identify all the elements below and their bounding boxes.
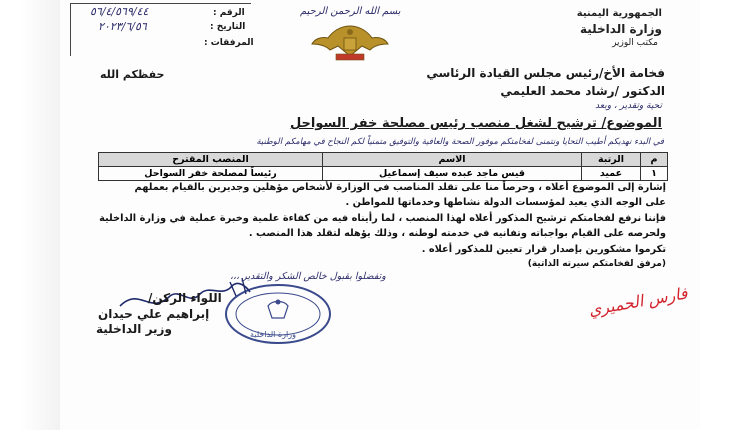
- table-header-index: م: [641, 153, 668, 167]
- signature-title: وزير الداخلية: [96, 322, 172, 336]
- table-cell-rank: عميد: [582, 167, 641, 181]
- greeting: تحية وتقدير ، وبعد: [595, 101, 662, 111]
- body-line-5: تكرموا مشكورين بإصدار قرار تعيين للمذكور أعلاه .: [421, 244, 666, 255]
- ref-number-value: ٥٦/٤/٥٦٩/٤٤: [90, 5, 149, 18]
- addressee-line-1: فخامة الأخ/رئيس مجلس القيادة الرئاسي: [426, 66, 665, 80]
- table-header-position: المنصب المقترح: [99, 153, 323, 167]
- ref-block-border: [70, 3, 251, 56]
- signature-name: إبراهيم علي حيدان: [98, 307, 210, 321]
- body-line-1: إشارة إلى الموضوع أعلاه ، وحرصاً منا على تقلد المناصب في الوزارة لأشخاص مؤهلين وجديرين بالقيام بعملهم: [134, 182, 666, 193]
- signature-rank: اللواء الركن/: [148, 291, 222, 305]
- intro-line: في البدء نهديكم أطيب التحايا ونتمنى لفخامتكم موفور الصحة والعافية والتوفيق متمنياً لكم النجاح في مهامكم الوطنية: [256, 137, 664, 147]
- body-line-6: (مرفق لفخامتكم سيرته الذاتية): [527, 259, 666, 269]
- header-ministry-line-1: الجمهورية اليمنية: [576, 8, 662, 19]
- subject-line: الموضوع/ ترشيح لشغل منصب رئيس مصلحة خفر السواحل: [289, 116, 662, 131]
- page-edge-shadow: [20, 0, 60, 430]
- ref-date-label: التاريخ :: [210, 22, 246, 32]
- body-line-3: فإننا نرفع لفخامتكم ترشيح المذكور أعلاه لهذا المنصب ، لما رأيناه فيه من كفاءة علمية وخبرة عملية في وزارة الداخلية: [99, 213, 666, 224]
- ref-attachments-label: المرفقات :: [204, 38, 254, 48]
- ref-date-value: ٢٠٢٣/٦/٥٦: [98, 20, 147, 33]
- table-cell-position: رئيساً لمصلحة خفر السواحل: [99, 167, 323, 181]
- table-cell-name: قيس ماجد عبده سيف إسماعيل: [323, 167, 582, 181]
- yemen-emblem-icon: [310, 22, 390, 62]
- header-ministry-line-2: وزارة الداخلية: [579, 22, 662, 36]
- seal-text: وزارة الداخلية: [250, 330, 296, 339]
- basmala: بسم الله الرحمن الرحيم: [300, 6, 401, 17]
- closing-line: وتفضلوا بقبول خالص الشكر والتقدير ،،،: [230, 271, 386, 282]
- table-header-rank: الرتبة: [582, 153, 641, 167]
- addressee-line-2: الدكتور /رشاد محمد العليمي: [500, 84, 665, 98]
- table-cell-index: ١: [641, 167, 668, 181]
- nominee-table: [98, 152, 668, 181]
- header-ministry-line-3: مكتب الوزير: [612, 38, 658, 48]
- ref-number-label: الرقم :: [213, 8, 245, 18]
- salutation: حفظكم الله: [100, 68, 165, 81]
- table-header-name: الاسم: [323, 153, 582, 167]
- table-header-row: [99, 153, 668, 167]
- body-line-4: ولحرصه على القيام بواجباته وتفانيه في خدمته لوطنه ، وذلك يؤهله لتقلد هذا المنصب .: [248, 228, 666, 239]
- body-line-2: على الوجه الذي يعيد لمؤسسات الدولة نشاطها وخدماتها للمواطن .: [345, 197, 666, 208]
- red-annotation: فارس الحميري: [587, 283, 689, 320]
- table-row: [99, 167, 668, 181]
